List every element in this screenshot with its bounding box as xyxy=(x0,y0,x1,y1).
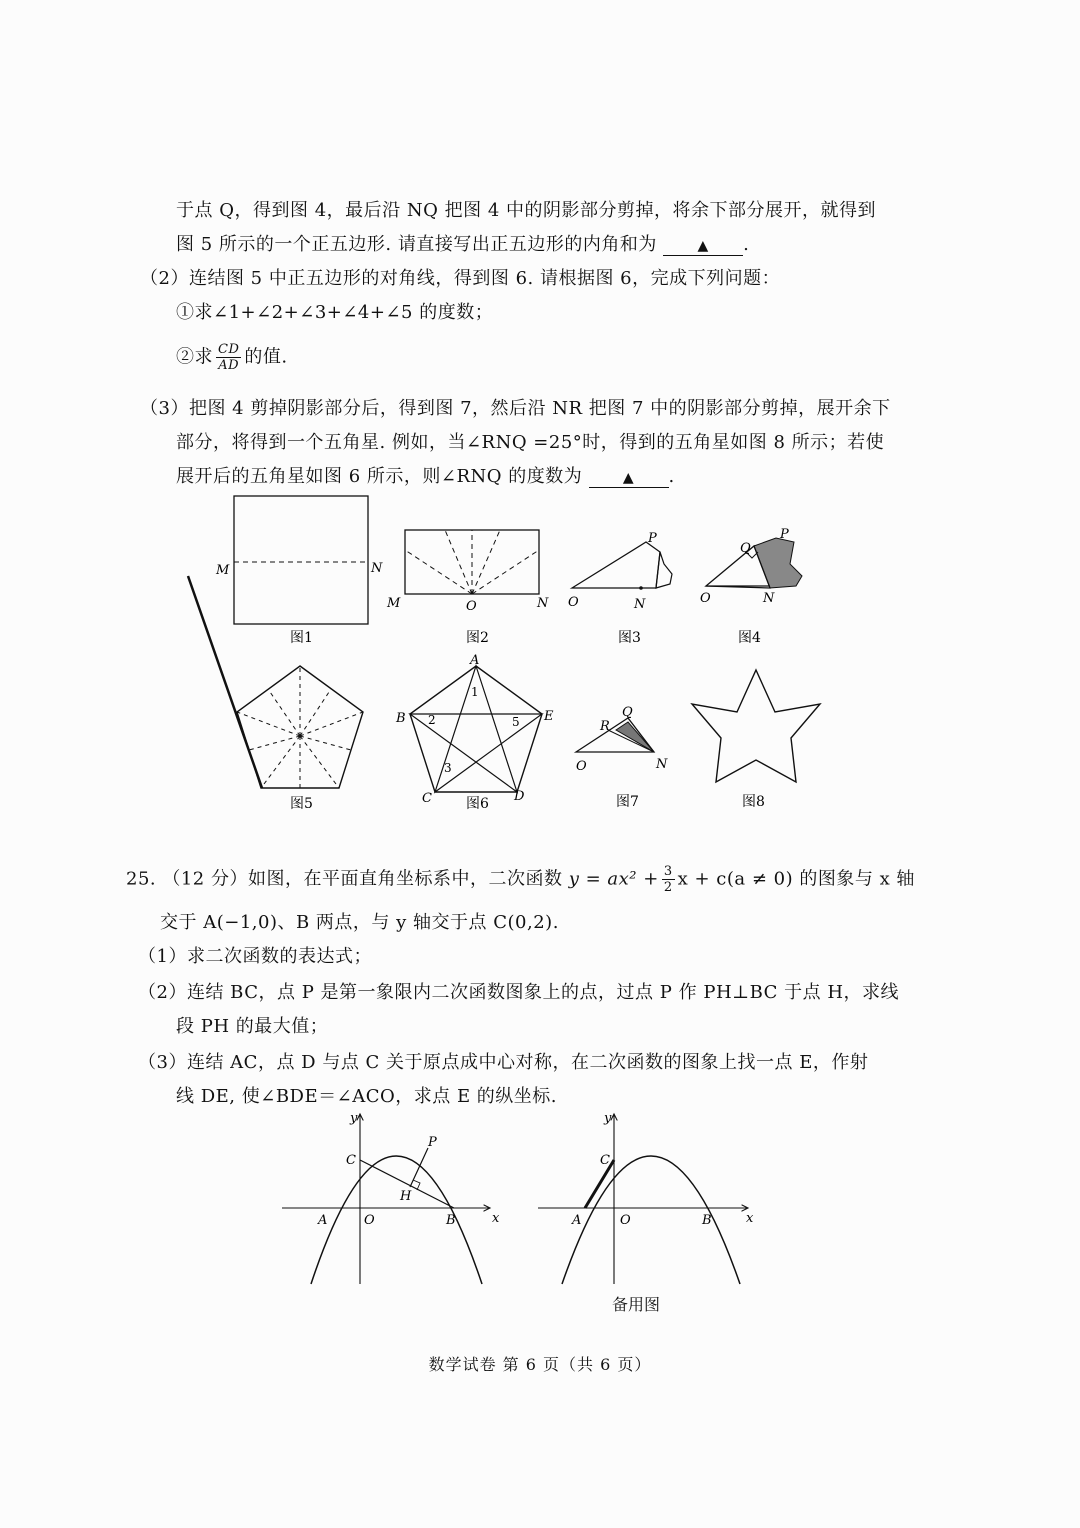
fig3-label-o: O xyxy=(568,595,579,610)
page-footer: 数学试卷 第 6 页（共 6 页） xyxy=(428,1355,652,1374)
spare-label-x: x xyxy=(746,1211,754,1226)
fig2-fold-2 xyxy=(445,530,472,594)
spare-label-y: y xyxy=(604,1111,612,1126)
q25-formula-a: y = ax² + xyxy=(568,868,659,890)
fig6-angle-3: 3 xyxy=(444,761,452,775)
fig7-label-o: O xyxy=(576,759,587,774)
q24-p33-end: . xyxy=(668,466,675,487)
q25-part1: （1）求二次函数的表达式； xyxy=(138,946,372,967)
q24-part3-line3 xyxy=(176,464,675,490)
fig6-label-a: A xyxy=(470,653,480,668)
fraction-numerator: CD xyxy=(218,342,240,357)
fig8-star xyxy=(692,670,820,782)
three-halves-fraction xyxy=(662,864,675,895)
fig4-label-n: N xyxy=(763,591,775,606)
fig3-flap xyxy=(656,552,672,588)
fig2-fold-4 xyxy=(472,530,500,594)
q25-head: 25. （12 分）如图，在平面直角坐标系中，二次函数 xyxy=(126,868,563,890)
q25-formula-b: x + c(a ≠ 0) 的图象与 x 轴 xyxy=(677,868,915,890)
fig5-caption: 图5 xyxy=(290,796,313,812)
fig6-angle-1: 1 xyxy=(471,685,479,699)
fig6-label-d: D xyxy=(514,789,525,804)
fig3-triangle xyxy=(572,542,660,588)
q24-p22-pre: ②求 xyxy=(176,346,213,368)
fig1-caption: 图1 xyxy=(290,630,313,646)
figure-5 xyxy=(237,666,363,812)
q24-line2 xyxy=(176,232,749,258)
fig4-label-p: P xyxy=(780,527,789,542)
folding-figures xyxy=(0,490,1080,830)
q24-part2: （2）连结图 5 中正五边形的对角线，得到图 6. 请根据图 6，完成下列问题： xyxy=(140,268,781,289)
fig4-shaded-region xyxy=(754,538,802,588)
fig3-caption: 图3 xyxy=(618,630,641,646)
segment-ph xyxy=(410,1148,428,1187)
fig6-angle-5: 5 xyxy=(512,715,520,729)
spare-graph-caption: 备用图 xyxy=(612,1295,661,1314)
figure-1 xyxy=(215,496,383,646)
fig7-label-r: R xyxy=(600,719,610,734)
graph-label-p: P xyxy=(428,1135,437,1150)
spare-label-c: C xyxy=(600,1153,610,1168)
fig2-fold-5 xyxy=(472,550,539,594)
answer-blank-1: ▲ xyxy=(663,237,743,256)
q25-part2-line1: （2）连结 BC，点 P 是第一象限内二次函数图象上的点，过点 P 作 PH⊥BC 于点 H，求线 xyxy=(138,982,900,1003)
q24-p22-post: 的值. xyxy=(244,346,288,368)
q25-frac-num: 3 xyxy=(663,864,673,879)
fig4-label-q: Q xyxy=(740,541,751,556)
q24-line1: 于点 Q，得到图 4，最后沿 NQ 把图 4 中的阴影部分剪掉，将余下部分展开，就得到 xyxy=(176,200,876,221)
spare-label-o: O xyxy=(620,1213,631,1228)
spare-label-b: B xyxy=(702,1213,712,1228)
q24-part2-item1: ①求∠1+∠2+∠3+∠4+∠5 的度数； xyxy=(176,302,494,323)
fig2-label-m: M xyxy=(387,596,401,611)
q25-part2-line2: 段 PH 的最大值； xyxy=(176,1016,329,1037)
fig7-label-n: N xyxy=(656,757,668,772)
q25-part3-line2: 线 DE, 使∠BDE＝∠ACO，求点 E 的纵坐标. xyxy=(176,1086,558,1107)
spare-graph xyxy=(538,1111,754,1284)
fig4-label-o: O xyxy=(700,591,711,606)
q24-part2-item2 xyxy=(176,342,288,373)
q24-line2-end: . xyxy=(743,234,750,255)
fraction-denominator: AD xyxy=(218,358,240,373)
spare-parabola xyxy=(562,1156,740,1284)
q25-part3-line1: （3）连结 AC，点 D 与点 C 关于原点成中心对称，在二次函数的图象上找一点 E，作射 xyxy=(138,1052,869,1073)
graph-label-a: A xyxy=(318,1213,328,1228)
figure-2 xyxy=(386,530,549,646)
q24-part3-line2: 部分，将得到一个五角星. 例如，当∠RNQ =25°时，得到的五角星如图 8 所示；若使 xyxy=(176,432,885,453)
figure-3 xyxy=(568,531,672,646)
fig7-label-q: Q xyxy=(622,705,633,720)
q25-frac-den: 2 xyxy=(663,880,673,895)
main-graph xyxy=(282,1111,500,1284)
graph-label-o: O xyxy=(364,1213,375,1228)
fig6-label-b: B xyxy=(396,711,406,726)
fig8-caption: 图8 xyxy=(742,794,765,810)
fig6-label-e: E xyxy=(544,709,554,724)
fig1-label-n: N xyxy=(371,561,383,576)
figure-6 xyxy=(395,653,554,812)
fig1-square xyxy=(234,496,368,624)
fig2-label-n: N xyxy=(537,596,549,611)
q24-part3-line1: （3）把图 4 剪掉阴影部分后，得到图 7，然后沿 NR 把图 7 中的阴影部分剪掉，展开余下 xyxy=(140,398,891,419)
fig3-label-p: P xyxy=(648,531,657,546)
figure-8 xyxy=(692,670,820,810)
fig1-label-m: M xyxy=(216,563,230,578)
figure-7 xyxy=(576,705,668,810)
figure-4 xyxy=(700,527,802,646)
fig2-label-o: O xyxy=(466,599,477,614)
fig3-point-n xyxy=(639,586,643,590)
q25-line1 xyxy=(126,864,915,895)
answer-blank-2: ▲ xyxy=(589,469,669,488)
q24-p33-text: 展开后的五角星如图 6 所示，则∠RNQ 的度数为 xyxy=(176,466,583,487)
fig2-caption: 图2 xyxy=(466,630,489,646)
fig3-label-n: N xyxy=(634,597,646,612)
spare-label-a: A xyxy=(572,1213,582,1228)
graph-label-c: C xyxy=(346,1153,356,1168)
fig6-label-c: C xyxy=(422,791,432,806)
fig2-fold-1 xyxy=(405,550,472,594)
graph-label-h: H xyxy=(400,1189,412,1204)
parabola-graphs xyxy=(0,1108,1080,1308)
graph-label-b: B xyxy=(446,1213,456,1228)
q24-line2-text: 图 5 所示的一个正五边形. 请直接写出正五边形的内角和为 xyxy=(176,234,657,255)
graph-label-x: x xyxy=(492,1211,500,1226)
graph-label-y: y xyxy=(350,1111,358,1126)
fig6-angle-2: 2 xyxy=(428,713,436,727)
parabola xyxy=(311,1156,482,1284)
q25-line2: 交于 A(−1,0)、B 两点，与 y 轴交于点 C(0,2). xyxy=(160,912,559,933)
fig4-caption: 图4 xyxy=(738,630,761,646)
fig7-caption: 图7 xyxy=(616,794,639,810)
fig6-caption: 图6 xyxy=(466,796,489,812)
cd-over-ad-fraction xyxy=(216,342,241,373)
